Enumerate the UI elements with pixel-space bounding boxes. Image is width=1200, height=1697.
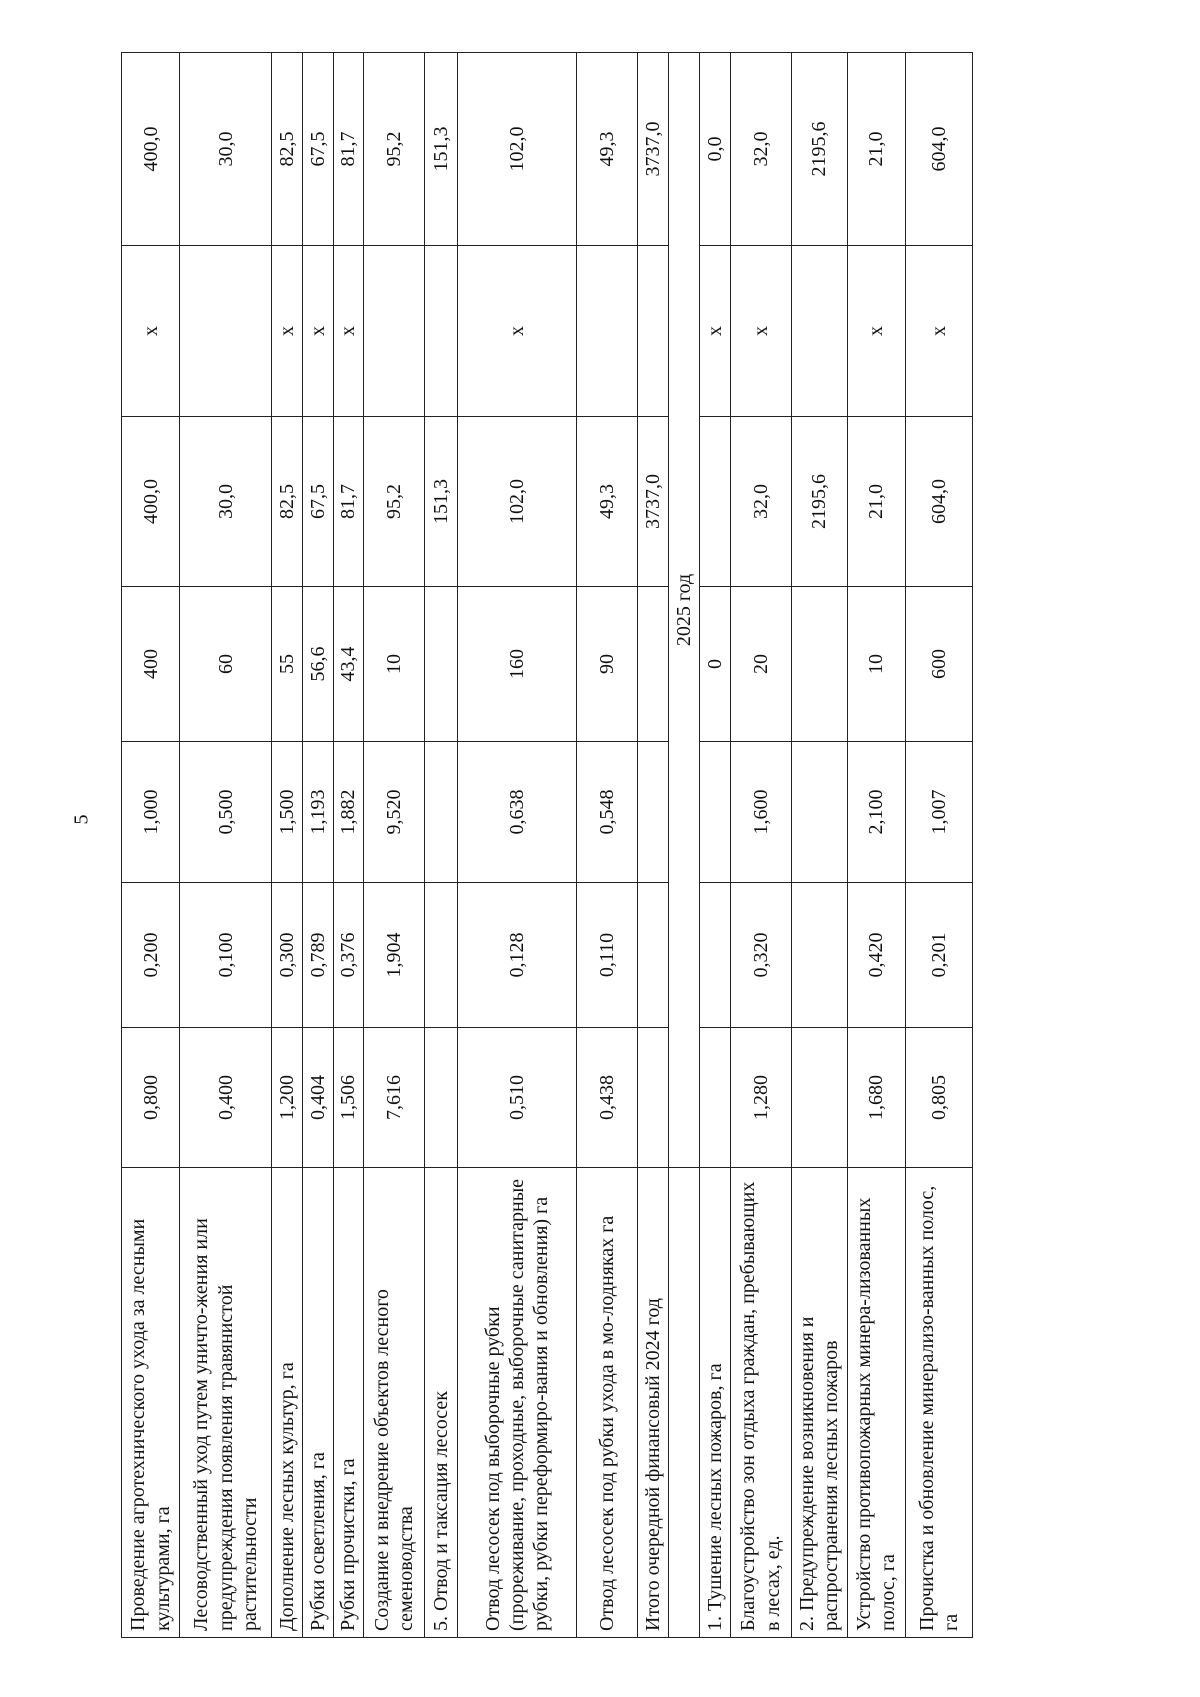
value-cell: 0,404	[302, 1028, 333, 1168]
value-cell	[637, 587, 668, 742]
value-cell	[637, 1028, 668, 1168]
value-cell: 1,000	[122, 742, 180, 883]
value-cell: х	[122, 246, 180, 417]
value-cell: 0,201	[906, 883, 973, 1028]
value-cell: 55	[272, 587, 303, 742]
value-cell: х	[272, 246, 303, 417]
year-header: 2025 год	[669, 53, 700, 1168]
value-cell: 400	[122, 587, 180, 742]
value-cell: х	[847, 246, 905, 417]
value-cell	[699, 1028, 730, 1168]
value-cell	[699, 742, 730, 883]
row-label: Рубки прочистки, га	[333, 1168, 364, 1638]
value-cell: 9,520	[364, 742, 425, 883]
table-row	[847, 53, 905, 1638]
value-cell: 0,638	[458, 742, 577, 883]
value-cell: 0,128	[458, 883, 577, 1028]
row-label: Отвод лесосек под рубки ухода в мо-лодняках га	[577, 1168, 638, 1638]
value-cell: 151,3	[424, 53, 457, 246]
forestry-cost-table	[121, 52, 973, 1638]
table-row	[180, 53, 272, 1638]
value-cell: 67,5	[302, 417, 333, 587]
value-cell: 400,0	[122, 417, 180, 587]
table-row	[731, 53, 792, 1638]
value-cell: 2195,6	[791, 417, 847, 587]
row-label: Рубки осветления, га	[302, 1168, 333, 1638]
value-cell: 0,420	[847, 883, 905, 1028]
value-cell: 0,100	[180, 883, 272, 1028]
value-cell: х	[731, 246, 792, 417]
value-cell: 0,400	[180, 1028, 272, 1168]
value-cell: 604,0	[906, 53, 973, 246]
value-cell: 3737,0	[637, 53, 668, 246]
value-cell: 95,2	[364, 417, 425, 587]
table-row	[333, 53, 364, 1638]
row-label: 5. Отвод и таксация лесосек	[424, 1168, 457, 1638]
value-cell: 0,805	[906, 1028, 973, 1168]
table-row	[699, 53, 730, 1638]
value-cell: 90	[577, 587, 638, 742]
value-cell: 0,0	[699, 53, 730, 246]
value-cell: 1,904	[364, 883, 425, 1028]
value-cell: 0,510	[458, 1028, 577, 1168]
value-cell: 30,0	[180, 417, 272, 587]
page-number: 5	[70, 814, 93, 825]
table-body	[122, 53, 973, 1638]
value-cell	[791, 742, 847, 883]
value-cell: 400,0	[122, 53, 180, 246]
value-cell	[424, 883, 457, 1028]
value-cell: 1,600	[731, 742, 792, 883]
value-cell: х	[302, 246, 333, 417]
value-cell	[791, 246, 847, 417]
value-cell: 56,6	[302, 587, 333, 742]
value-cell: 67,5	[302, 53, 333, 246]
table-row	[906, 53, 973, 1638]
value-cell	[791, 1028, 847, 1168]
value-cell: 604,0	[906, 417, 973, 587]
value-cell	[424, 246, 457, 417]
value-cell: 160	[458, 587, 577, 742]
value-cell	[424, 1028, 457, 1168]
value-cell: 1,882	[333, 742, 364, 883]
value-cell: 1,193	[302, 742, 333, 883]
row-label: Отвод лесосек под выборочные рубки (прореживание, проходные, выборочные санитарные рубки, рубки переформиро-вания и обновления) га	[458, 1168, 577, 1638]
value-cell: 1,007	[906, 742, 973, 883]
row-label: Создание и внедрение объектов лесного семеноводства	[364, 1168, 425, 1638]
value-cell: 7,616	[364, 1028, 425, 1168]
value-cell: 1,200	[272, 1028, 303, 1168]
value-cell: 102,0	[458, 417, 577, 587]
table-row	[637, 53, 668, 1638]
row-label: Благоустройство зон отдыха граждан, пребывающих в лесах, ед.	[731, 1168, 792, 1638]
value-cell: 600	[906, 587, 973, 742]
table-row	[424, 53, 457, 1638]
value-cell: 0,110	[577, 883, 638, 1028]
value-cell: 0	[699, 587, 730, 742]
table-row	[577, 53, 638, 1638]
value-cell: 49,3	[577, 53, 638, 246]
row-label: Прочистка и обновление минерализо-ванных полос, га	[906, 1168, 973, 1638]
value-cell: 32,0	[731, 417, 792, 587]
row-label: Дополнение лесных культур, га	[272, 1168, 303, 1638]
value-cell: 0,789	[302, 883, 333, 1028]
row-label: Лесоводственный уход путем уничто-жения или предупреждения появления травянистой растительности	[180, 1168, 272, 1638]
value-cell: 21,0	[847, 417, 905, 587]
value-cell: 2195,6	[791, 53, 847, 246]
value-cell	[180, 246, 272, 417]
value-cell: 0,800	[122, 1028, 180, 1168]
value-cell: 102,0	[458, 53, 577, 246]
value-cell: 21,0	[847, 53, 905, 246]
value-cell	[637, 742, 668, 883]
value-cell: 0,300	[272, 883, 303, 1028]
year-header-blank	[669, 1168, 700, 1638]
value-cell: х	[333, 246, 364, 417]
value-cell	[637, 246, 668, 417]
value-cell: 1,500	[272, 742, 303, 883]
table-row	[302, 53, 333, 1638]
value-cell: 151,3	[424, 417, 457, 587]
value-cell: 95,2	[364, 53, 425, 246]
value-cell: 82,5	[272, 53, 303, 246]
value-cell: 0,320	[731, 883, 792, 1028]
value-cell: х	[458, 246, 577, 417]
value-cell: 0,200	[122, 883, 180, 1028]
table-row	[458, 53, 577, 1638]
value-cell: х	[906, 246, 973, 417]
value-cell	[791, 587, 847, 742]
table-row	[364, 53, 425, 1638]
value-cell: 60	[180, 587, 272, 742]
value-cell: 20	[731, 587, 792, 742]
value-cell: 1,506	[333, 1028, 364, 1168]
row-label: Итого очередной финансовый 2024 год	[637, 1168, 668, 1638]
value-cell: 1,680	[847, 1028, 905, 1168]
value-cell	[577, 246, 638, 417]
row-label: 1. Тушение лесных пожаров, га	[699, 1168, 730, 1638]
value-cell: х	[699, 246, 730, 417]
value-cell: 10	[847, 587, 905, 742]
value-cell	[791, 883, 847, 1028]
row-label: 2. Предупреждение возникновения и распространения лесных пожаров	[791, 1168, 847, 1638]
value-cell	[699, 883, 730, 1028]
value-cell: 0,548	[577, 742, 638, 883]
value-cell	[637, 883, 668, 1028]
rotated-table-wrapper	[121, 53, 973, 1638]
value-cell: 0,500	[180, 742, 272, 883]
value-cell: 81,7	[333, 53, 364, 246]
value-cell: 3737,0	[637, 417, 668, 587]
value-cell: 49,3	[577, 417, 638, 587]
value-cell: 0,376	[333, 883, 364, 1028]
value-cell	[424, 742, 457, 883]
value-cell: 10	[364, 587, 425, 742]
row-label: Проведение агротехнического ухода за лесными культурами, га	[122, 1168, 180, 1638]
year-header-row	[669, 53, 700, 1638]
table-row	[122, 53, 180, 1638]
table-row	[791, 53, 847, 1638]
value-cell: 82,5	[272, 417, 303, 587]
value-cell: 2,100	[847, 742, 905, 883]
value-cell: 43,4	[333, 587, 364, 742]
value-cell	[364, 246, 425, 417]
row-label: Устройство противопожарных минера-лизованных полос, га	[847, 1168, 905, 1638]
value-cell: 1,280	[731, 1028, 792, 1168]
value-cell: 32,0	[731, 53, 792, 246]
value-cell: 0,438	[577, 1028, 638, 1168]
value-cell: 30,0	[180, 53, 272, 246]
value-cell	[699, 417, 730, 587]
table-row	[272, 53, 303, 1638]
value-cell: 81,7	[333, 417, 364, 587]
value-cell	[424, 587, 457, 742]
